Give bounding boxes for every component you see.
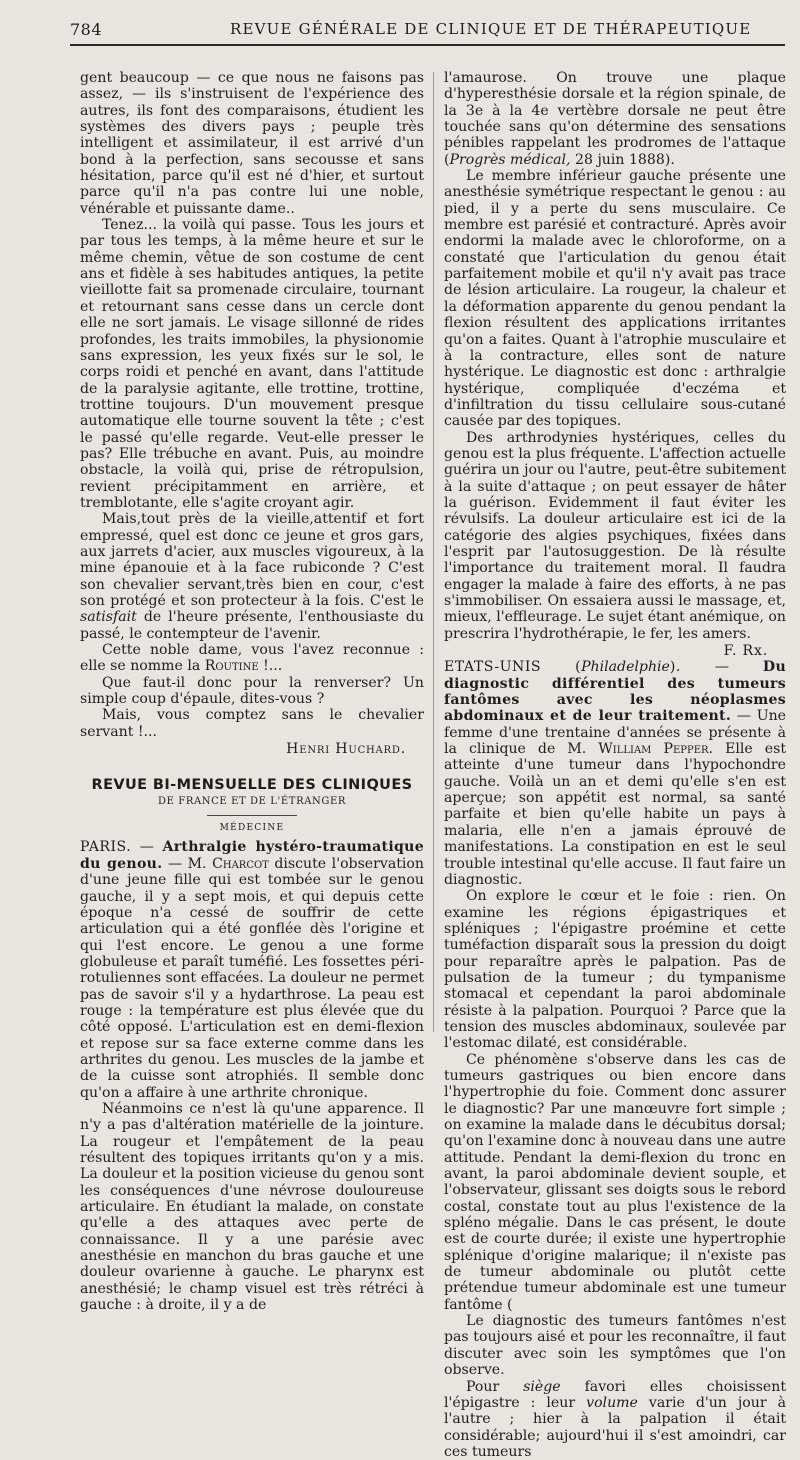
column-divider xyxy=(433,72,434,1032)
section-category: MÉDECINE xyxy=(80,820,424,836)
text-run: l'amaurose. On trouve une plaque d'hyperesthésie dorsale et la région spinale, de la 3e à la 4e vertèbre dorsale ne peut être touchée sans qu'on détermine des sensations pénibles rappelant les prodromes de l'attaque ( xyxy=(444,70,786,168)
small-caps-term: Charcot xyxy=(212,856,269,872)
italic-term: Progrès médical, xyxy=(450,152,571,168)
section-subtitle: DE FRANCE ET DE L'ÉTRANGER xyxy=(80,794,424,810)
text-run: varie d'un jour à l'autre ; hier à la palpation il était considérable; aujourd'hui il s'est amoindri, car ces tumeurs xyxy=(444,1395,786,1460)
italic-term: Philadelphie xyxy=(581,659,670,675)
paragraph xyxy=(444,1379,786,1460)
article-heading: Du diagnostic différentiel des tumeurs fantômes avec les néoplasmes abdominaux et de leur traitement. xyxy=(444,659,786,724)
text-run: . Elle est atteinte d'une tumeur dans l'hypochondre gauche. Voilà un an et demi qu'elle s'en est aperçue; son appétit est normal, sa santé parfaite et bien qu'elle habite un pays à malaria, elle n'en a jamais éprouvé de manifestations. La constipation en est le seul trouble intestinal qu'elle accuse. Il faut faire un diagnostic. xyxy=(444,741,786,888)
paragraph: Tenez... la voilà qui passe. Tous les jours et par tous les temps, à la même heure et sur le même chemin, vêtue de son costume de cent ans et fidèle à ses habitudes antiques, la petite vieillotte fait sa promenade circulaire, tournant et retournant sans cesse dans un cercle dont elle ne sort jamais. Le visage sillonné de rides profondes, les traits immobiles, la physionomie sans expression, les yeux fixés sur le sol, le corps roidi et penché en avant, dans l'attitude de la paralysie agitante, elle trottine, trottine, trottine toujours. D'un mouvement presque automatique elle tourne souvent la tête ; c'est le passé qu'elle regarde. Veut-elle presser le pas? Elle trébuche en avant. Puis, au moindre obstacle, la voilà qui, prise de rétropulsion, revient précipitamment en arrière, et tremblotante, elle s'agite croyant agir. xyxy=(80,217,424,511)
paragraph: Mais, vous comptez sans le chevalier servant !... xyxy=(80,707,424,740)
signature: F. Rx. xyxy=(444,643,768,659)
paragraph xyxy=(444,70,786,168)
small-caps-term: Routine xyxy=(205,658,259,674)
paragraph: Que faut-il donc pour la renverser? Un simple coup d'épaule, dites-vous ? xyxy=(80,675,424,708)
paragraph xyxy=(444,659,786,888)
running-head: REVUE GÉNÉRALE DE CLINIQUE ET DE THÉRAPEUTIQUE xyxy=(230,20,751,38)
right-column xyxy=(444,70,786,1050)
italic-term: satisfait xyxy=(80,609,137,625)
text-run: Pour xyxy=(466,1379,523,1395)
paragraph: Le diagnostic des tumeurs fantômes n'est pas toujours aisé et pour les reconnaître, il faut discuter avec soin les symptômes que l'on observe. xyxy=(444,1313,786,1378)
paragraph: Le membre inférieur gauche présente une anesthésie symétrique respectant le genou : au pied, il y a perte du sens musculaire. Ce membre est parésié et contracturé. Après avoir endormi la malade avec le chloroforme, on a constaté que l'articulation du genou était parfaitement mobile et qu'il n'y avait pas trace de lésion articulaire. La rougeur, la chaleur et la déformation apparente du genou pendant la flexion résultent des applications irritantes qu'on a faites. Quant à l'atrophie musculaire et à la contracture, elles sont de nature hystérique. Le diagnostic est donc : arthralgie hystérique, compliquée d'eczéma et d'infiltration du tissu cellulaire sous-cutané causée par des topiques. xyxy=(444,168,786,430)
left-column xyxy=(80,70,424,1050)
place-heading: ). — xyxy=(670,659,730,675)
paragraph xyxy=(80,642,424,675)
section-title: REVUE BI-MENSUELLE DES CLINIQUES xyxy=(80,777,424,793)
section-divider xyxy=(207,815,297,816)
signature: Henri Huchard. xyxy=(80,741,406,757)
page-number: 784 xyxy=(70,20,102,39)
italic-term: siège xyxy=(523,1379,560,1395)
text-run: Cette noble dame, vous l'avez reconnue : elle se nomme la xyxy=(80,642,424,674)
place-heading: PARIS. — xyxy=(80,839,154,855)
paragraph xyxy=(80,511,424,642)
article-heading: Arthralgie hystéro-traumatique du genou. xyxy=(80,839,424,871)
small-caps-term: William Pepper xyxy=(598,741,708,757)
page-header xyxy=(70,16,785,46)
text-run: de l'heure présente, l'enthousiaste du passé, le contempteur de l'avenir. xyxy=(80,609,424,641)
text-run: discute l'observation d'une jeune fille qui est tombée sur le genou gauche, il y a sept mois, et qui depuis cette époque n'a cessé de souffrir de cette articulation qui a été gonflée dès l'origine et qui l'est encore. Le genou a une forme globuleuse et paraît tuméfié. Les fossettes péri-rotuliennes sont effacées. La douleur ne permet pas de savoir s'il y a hydarthrose. La peau est rouge : la température est plus élevée que du côté opposé. L'articulation est en demi-flexion et repose sur sa face externe comme dans les arthrites du genou. Les muscles de la jambe et de la cuisse sont atrophiés. Il semble donc qu'on a affaire à une arthrite chronique. xyxy=(80,856,424,1101)
text-run: !... xyxy=(259,658,283,674)
paragraph: Des arthrodynies hystériques, celles du genou est la plus fréquente. L'affection actuelle guérira un jour ou l'autre, peut-être subitement à la suite d'attaque ; on peut essayer de hâter la guérison. Evidemment il faut éviter les révulsifs. La douleur articulaire est ici de la catégorie des algies psychiques, fixées dans l'esprit par l'autosuggestion. De là résulte l'importance du traitement moral. Il faudra engager la malade à faire des efforts, à ne pas s'immobiliser. On essaiera aussi le massage, et, mieux, l'effleurage. Le sujet étant anémique, on prescrira l'hydrothérapie, le fer, les amers. xyxy=(444,430,786,642)
paragraph: Ce phénomène s'observe dans les cas de tumeurs gastriques ou bien encore dans l'hypertrophie du foie. Comment donc assurer le diagnostic? Par une manœuvre fort simple ; on examine la malade dans le décubitus dorsal; qu'on l'examine donc à nouveau dans une autre attitude. Pendant la demi-flexion du tronc en avant, la paroi abdominale devient souple, et l'observateur, glissant ses doigts sous le rebord costal, constate tout au plus l'existence de la spléno mégalie. Dans le cas présent, le doute est de courte durée; il existe une hypertrophie splénique d'origine malarique; il n'existe pas de tumeur abdominale ou plutôt cette prétendue tumeur abdominale est une tumeur fantôme ( xyxy=(444,1052,786,1314)
paragraph xyxy=(80,839,424,1101)
text-run: favori elles choisissent l'épigastre : leur xyxy=(444,1379,786,1411)
paragraph: On explore le cœur et le foie : rien. On examine les régions épigastriques et spléniques ; l'épigastre proémine et cette tuméfaction disparaît sous la pression du doigt pour reparaître après le palpation. Pas de pulsation de la tumeur ; du tympanisme stomacal et cependant la paroi abdominale résiste à la palpation. Pourquoi ? Parce que la tension des muscles abdominaux, soulevée par l'estomac dilaté, est considérable. xyxy=(444,888,786,1051)
text-run: Mais,tout près de la vieille,attentif et fort empressé, quel est donc ce jeune et gros gars, aux jarrets d'acier, aux muscles vigoureux, à la mine épanouie et à la face rubiconde ? C'est son chevalier servant,très bien en cour, c'est son protégé et son protecteur à la fois. C'est le xyxy=(80,511,424,609)
italic-term: volume xyxy=(586,1395,638,1411)
paragraph: gent beaucoup — ce que nous ne faisons pas assez, — ils s'instruisent de l'expérience des autres, ils font des comparaisons, étudient les systèmes des divers pays ; peuple très intelligent et assimilateur, il est arrivé d'un bond à la perfection, sans secousse et sans hésitation, parce qu'il est né d'hier, et surtout parce qu'il n'a pas contre lui une noble, vénérable et puissante dame.. xyxy=(80,70,424,217)
text-run: — M. xyxy=(162,856,212,872)
text-run: 28 juin 1888). xyxy=(571,152,675,168)
place-heading: ETATS-UNIS ( xyxy=(444,659,581,675)
paragraph: Néanmoins ce n'est là qu'une apparence. Il n'y a pas d'altération matérielle de la jointure. La rougeur et l'empâtement de la peau résultent des topiques irritants qu'on y a mis. La douleur et la position vicieuse du genou sont les conséquences d'une névrose douloureuse articulaire. En étudiant la malade, on constate qu'elle a des attaques avec perte de connaissance. Il y a une parésie avec anesthésie en manchon du bras gauche et une douleur ovarienne à gauche. Le pharynx est anesthésié; le champ visuel est très rétréci à gauche : à droite, il y a de xyxy=(80,1101,424,1313)
text-run: — Une femme d'une trentaine d'années se présente à la clinique de M. xyxy=(444,708,786,757)
